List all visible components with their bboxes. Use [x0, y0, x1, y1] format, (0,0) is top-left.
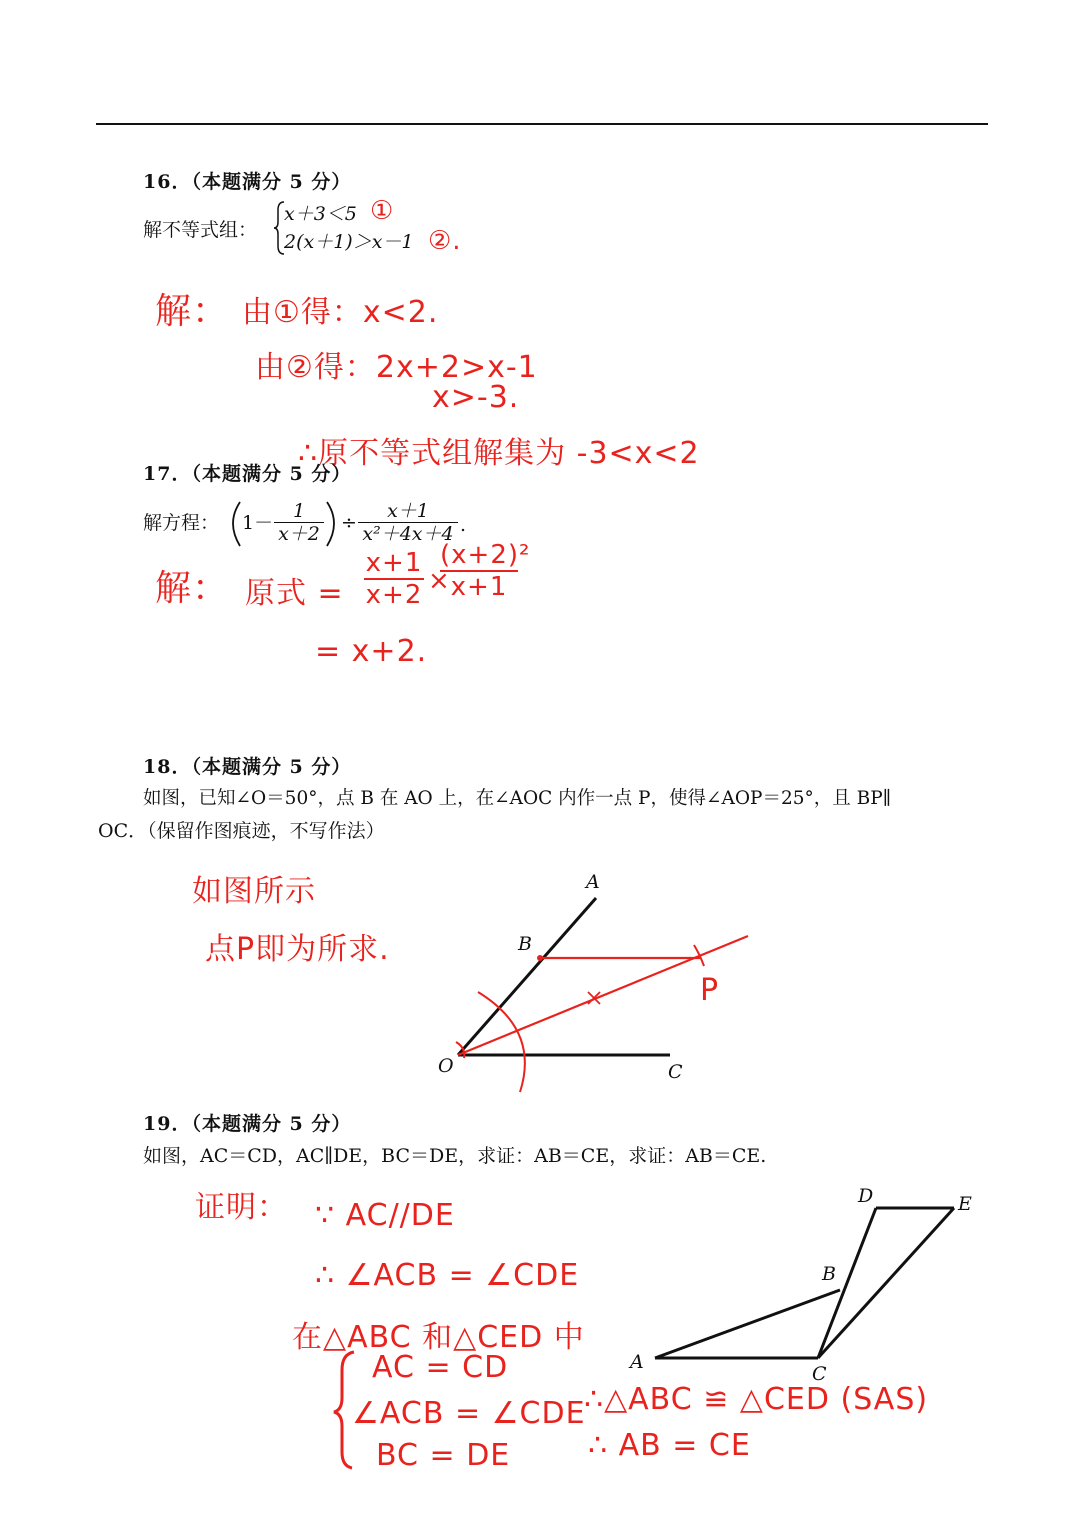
q17-hw-orig: 原式 =	[245, 576, 344, 611]
label-p: P	[700, 973, 719, 1008]
q19-hw-con1: ∴△ABC ≌ △CED (SAS)	[584, 1382, 929, 1417]
q19-hw-proof: 证明：	[195, 1190, 288, 1225]
label-a: A	[586, 871, 600, 893]
q19-hw-c3: BC = DE	[376, 1438, 511, 1473]
q16-prompt: 解不等式组：	[143, 219, 258, 241]
q17-div-sign: ÷	[341, 512, 357, 534]
q18-hw-note2: 点P即为所求.	[205, 932, 390, 967]
q16-hw-line1: 由①得：x<2.	[242, 295, 439, 330]
label-o: O	[438, 1055, 454, 1077]
q16-hw-line2: 由②得：2x+2>x-1	[255, 350, 538, 385]
q16-hw-line4: ∴原不等式组解集为 -3<x<2	[298, 436, 700, 471]
q19-hw-c2: ∠ACB = ∠CDE	[352, 1396, 586, 1431]
label-d: D	[858, 1185, 874, 1207]
q16-eq2: 2(x＋1)＞x－1	[284, 231, 414, 253]
label-b: B	[822, 1263, 836, 1285]
q19-heading: 19．（本题满分 5 分）	[143, 1113, 352, 1135]
q19-hw-s3: 在△ABC 和△CED 中	[292, 1320, 585, 1355]
q17-heading: 17．（本题满分 5 分）	[143, 463, 352, 485]
q18-line2: OC．（保留作图痕迹，不写作法）	[98, 820, 385, 842]
q17-frac1-den: x＋2	[274, 522, 324, 545]
q19-hw-s2: ∴ ∠ACB = ∠CDE	[315, 1258, 580, 1293]
q18-heading: 18．（本题满分 5 分）	[143, 756, 352, 778]
label-a: A	[630, 1351, 644, 1373]
q17-period: .	[460, 514, 467, 536]
q17-hw-f1-num: x+1	[365, 548, 423, 578]
q17-frac2-den: x²＋4x＋4	[358, 522, 458, 545]
label-e: E	[958, 1193, 972, 1215]
q17-hw-f1-den: x+2	[365, 580, 423, 610]
q17-hw-result: = x+2.	[315, 634, 428, 669]
q19-line1: 如图，AC＝CD，AC∥DE，BC＝DE，求证：AB＝CE，求证：AB＝CE.	[143, 1145, 767, 1167]
q16-heading: 16．（本题满分 5 分）	[143, 171, 352, 193]
label-c: C	[812, 1363, 827, 1385]
q17-hw-f2-num: (x+2)²	[440, 540, 531, 570]
q16-eq1: x＋3＜5	[284, 203, 357, 225]
q17-hw-times: ×	[428, 566, 451, 596]
q16-hw-line3: x>-3.	[432, 380, 520, 415]
q17-prompt: 解方程：	[143, 512, 220, 534]
q19-hw-c1: AC = CD	[372, 1350, 509, 1385]
segment-ab	[655, 1290, 840, 1358]
q16-hw-solve: 解：	[155, 291, 230, 332]
q19-hw-s1: ∵ AC//DE	[315, 1198, 455, 1233]
segment-ce	[818, 1208, 954, 1358]
q17-hw-solve: 解：	[155, 568, 230, 609]
q16-mark1: ①	[370, 196, 395, 226]
q17-hw-f2-den: x+1	[440, 570, 518, 602]
q18-hw-note1: 如图所示	[192, 874, 316, 909]
label-b: B	[518, 933, 532, 955]
q17-frac1-num: 1	[292, 500, 306, 522]
q17-expr-one: 1－	[242, 512, 274, 534]
label-c: C	[668, 1061, 683, 1083]
q19-hw-con2: ∴ AB = CE	[588, 1428, 751, 1463]
q18-line1: 如图，已知∠O＝50°，点 B 在 AO 上，在∠AOC 内作一点 P，使得∠AOP＝25°，且 BP∥	[143, 788, 892, 809]
q17-frac2-num: x＋1	[387, 500, 429, 522]
q16-mark2: ②.	[428, 226, 462, 256]
